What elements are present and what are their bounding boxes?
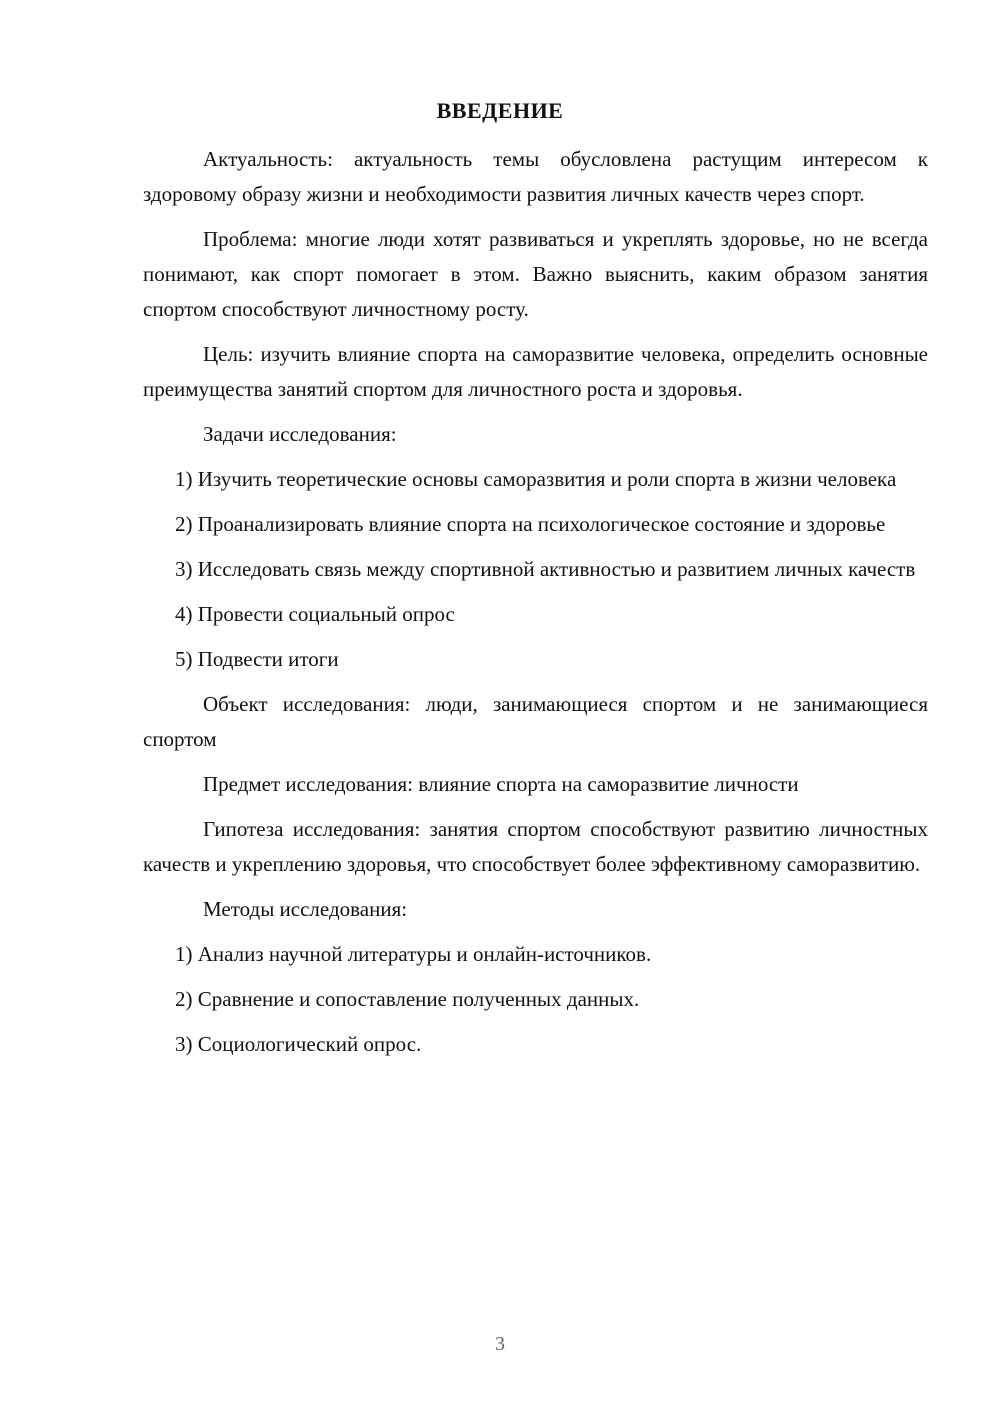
task-item-1: 1) Изучить теоретические основы саморазвития и роли спорта в жизни человека: [175, 467, 897, 491]
page-number: 3: [495, 1333, 505, 1355]
paragraph-problem: Проблема: многие люди хотят развиваться и укреплять здоровье, но не всегда понимают, как спорт помогает в этом. Важно выяснить, каким образом занятия спортом способствуют личностному росту.: [143, 227, 928, 321]
method-item-2: 2) Сравнение и сопоставление полученных данных.: [175, 987, 640, 1011]
section-title: ВВЕДЕНИЕ: [436, 98, 564, 123]
paragraph-relevance: Актуальность: актуальность темы обусловлена растущим интересом к здоровому образу жизни и необходимости развития личных качеств через спорт.: [143, 147, 928, 206]
task-item-3: 3) Исследовать связь между спортивной активностью и развитием личных качеств: [175, 557, 916, 581]
task-item-2: 2) Проанализировать влияние спорта на психологическое состояние и здоровье: [175, 512, 886, 536]
task-item-4: 4) Провести социальный опрос: [175, 602, 455, 626]
task-item-5: 5) Подвести итоги: [175, 647, 339, 671]
paragraph-goal: Цель: изучить влияние спорта на саморазвитие человека, определить основные преимущества занятий спортом для личностного роста и здоровья.: [143, 342, 928, 401]
method-item-3: 3) Социологический опрос.: [175, 1032, 422, 1056]
paragraph-tasks-heading: Задачи исследования:: [203, 422, 397, 446]
paragraph-methods-heading: Методы исследования:: [203, 897, 408, 921]
paragraph-subject: Предмет исследования: влияние спорта на саморазвитие личности: [203, 772, 799, 796]
method-item-1: 1) Анализ научной литературы и онлайн-источников.: [175, 942, 652, 966]
paragraph-object: Объект исследования: люди, занимающиеся спортом и не занимающиеся спортом: [143, 692, 928, 751]
paragraph-hypothesis: Гипотеза исследования: занятия спортом способствуют развитию личностных качеств и укреплению здоровья, что способствует более эффективному саморазвитию.: [143, 817, 928, 876]
body-text: [143, 142, 928, 1072]
